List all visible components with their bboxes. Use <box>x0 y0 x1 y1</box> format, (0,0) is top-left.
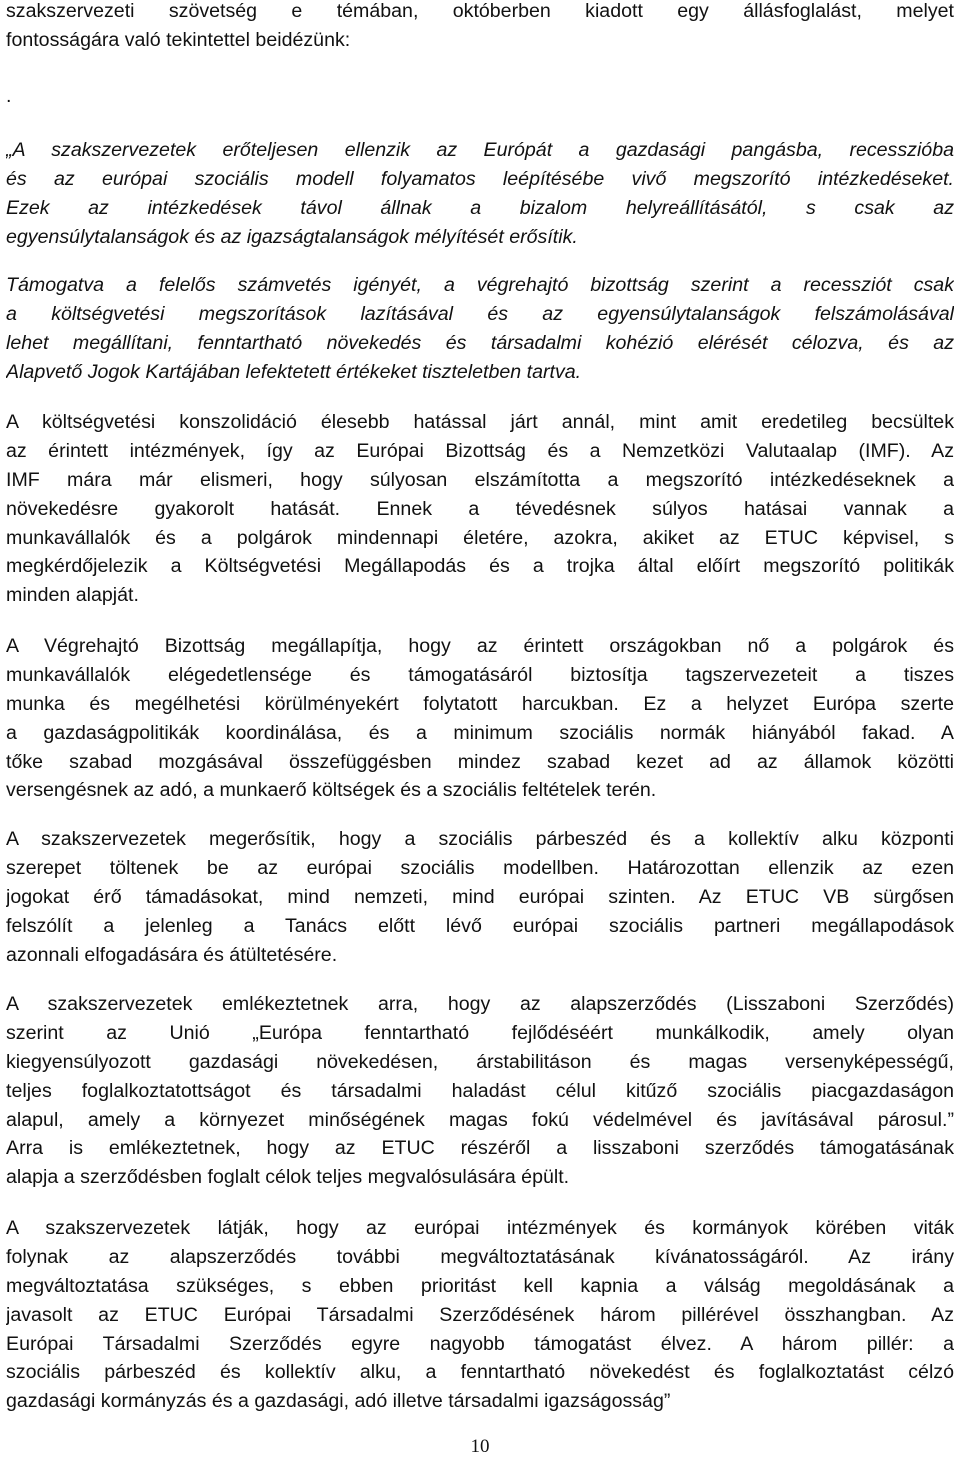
text-line: fontosságára való tekintettel beidézünk: <box>6 28 351 51</box>
text-line: A szakszervezetek látják, hogy az európai intézmények és kormányok körében viták <box>6 1217 954 1239</box>
text-line: Támogatva a felelős számvetés igényét, a végrehajtó bizottság szerint a recessziót csak <box>6 274 954 296</box>
text-line: munkavállalók és a polgárok mindennapi életére, azokra, akiket az ETUC képvisel, s <box>6 526 954 549</box>
text-line: „A szakszervezetek erőteljesen ellenzik az Európát a gazdasági pangásba, recesszióba <box>6 139 954 161</box>
text-line: és az európai szociális modell folyamatos leépítésébe vivő megszorító intézkedéseket. <box>6 167 954 190</box>
text-line: lehet megállítani, fenntartható növekedés és társadalmi kohézió elérését célozva, és az <box>6 331 954 354</box>
text-line: jogokat érő támadásokat, mind nemzeti, mind európai szinten. Az ETUC VB sürgősen <box>6 885 954 908</box>
text-line: Arra is emlékeztetnek, hogy az ETUC részéről a lisszaboni szerződés támogatásának <box>6 1137 954 1160</box>
text-line: munka és megélhetési körülményekért folytatott harcukban. Ez a helyzet Európa szerte <box>6 692 954 715</box>
separator-dot: . <box>6 85 12 107</box>
text-line: szerepet töltenek be az európai szociális modellben. Határozottan ellenzik az ezen <box>6 856 954 879</box>
paragraph-5 <box>6 825 954 969</box>
page-number: 10 <box>470 1436 490 1457</box>
text-line: alapja a szerződésben foglalt célok teljes megvalósulására épült. <box>6 1166 570 1189</box>
text-line: munkavállalók elégedetlensége és támogatásáról biztosítja tagszervezeteit a tiszes <box>6 663 954 686</box>
text-line: tőke szabad mozgásával összefüggésben mindez szabad kezet ad az államok közötti <box>6 750 954 773</box>
quoted-paragraph-1 <box>6 136 954 252</box>
text-line: javasolt az ETUC Európai Társadalmi Szerződésének három pillérével összhangban. Az <box>6 1303 954 1326</box>
text-line: versengésnek az adó, a munkaerő költségek és a szociális feltételek terén. <box>6 779 657 802</box>
text-line: folynak az alapszerződés további megváltoztatásának kívánatosságáról. Az irány <box>6 1245 954 1268</box>
text-line: egyensúlytalanságok és az igazságtalanságok mélyítését erősítik. <box>6 225 578 248</box>
text-line: A költségvetési konszolidáció élesebb hatással járt annál, mint amit eredetileg becsültek <box>6 411 954 433</box>
paragraph-4 <box>6 632 954 805</box>
text-line: minden alapját. <box>6 584 139 607</box>
text-line: azonnali elfogadására és átültetésére. <box>6 943 338 966</box>
text-line: Ezek az intézkedések távol állnak a bizalom helyreállításától, s csak az <box>6 196 954 219</box>
text-line: gazdasági kormányzás és a gazdasági, adó illetve társadalmi igazságosság” <box>6 1390 671 1413</box>
text-line: növekedésre gyakorolt hatását. Ennek a tévedésnek súlyos hatásai vannak a <box>6 497 954 520</box>
text-line: szociális párbeszéd és kollektív alku, a fenntartható növekedést és foglalkoztatást célzó <box>6 1361 954 1384</box>
text-line: A szakszervezetek megerősítik, hogy a szociális párbeszéd és a kollektív alku központi <box>6 828 954 850</box>
quoted-paragraph-2 <box>6 271 954 387</box>
paragraph-7 <box>6 1214 954 1416</box>
text-line: szakszervezeti szövetség e témában, októberben kiadott egy állásfoglalást, melyet <box>6 0 954 22</box>
text-line: Európai Társadalmi Szerződés egyre nagyobb támogatást élvez. A három pillér: a <box>6 1332 954 1355</box>
text-line: alapul, amely a környezet minőségének magas fokú védelmével és javításával párosul.” <box>6 1108 954 1131</box>
text-line: az érintett intézmények, így az Európai Bizottság és a Nemzetközi Valutaalap (IMF). Az <box>6 439 954 462</box>
text-line: IMF mára már elismeri, hogy súlyosan elszámította a megszorító intézkedéseknek a <box>6 468 954 491</box>
text-line: megváltoztatása szükséges, s ebben prioritást kell kapnia a válság megoldásának a <box>6 1274 954 1297</box>
text-line: felszólít a jelenleg a Tanács előtt lévő európai szociális partneri megállapodások <box>6 914 954 937</box>
text-line: Alapvető Jogok Kartájában lefektetett értékeket tiszteletben tartva. <box>6 360 582 383</box>
paragraph-3 <box>6 408 954 610</box>
intro-paragraph <box>6 0 954 55</box>
paragraph-6 <box>6 990 954 1192</box>
text-line: A szakszervezetek emlékeztetnek arra, hogy az alapszerződés (Lisszaboni Szerződés) <box>6 993 954 1015</box>
text-line: kiegyensúlyozott gazdasági növekedésen, árstabilitáson és magas versenyképességű, <box>6 1050 954 1073</box>
text-line: a gazdaságpolitikák koordinálása, és a minimum szociális normák hiányából fakad. A <box>6 721 954 744</box>
text-line: megkérdőjelezik a Költségvetési Megállapodás és a trojka által előírt megszorító politikák <box>6 555 954 578</box>
text-line: szerint az Unió „Európa fenntartható fejlődéséért munkálkodik, amely olyan <box>6 1021 954 1044</box>
text-line: a költségvetési megszorítások lazításával és az egyensúlytalanságok felszámolásával <box>6 302 954 325</box>
text-line: A Végrehajtó Bizottság megállapítja, hogy az érintett országokban nő a polgárok és <box>6 635 954 657</box>
text-line: teljes foglalkoztatottságot és társadalmi haladást célul kitűző szociális piacgazdaságon <box>6 1079 954 1102</box>
